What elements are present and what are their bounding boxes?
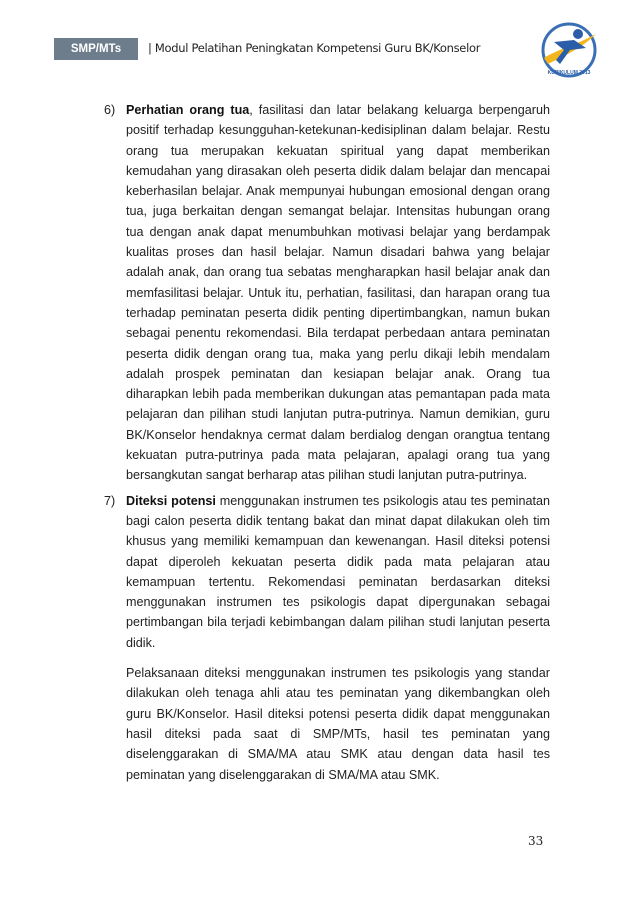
item-text: menggunakan instrumen tes psikologis atau tes peminatan bagi calon peserta didik tentang bakat dan minat dapat dilakukan oleh tim khusus yang memiliki kemampuan dan kewenangan. Hasil diteksi potensi dapat diperoleh kekuatan peserta didik pada mata pelajaran atau kemampuan tertentu. Rekomendasi peminatan berdasarkan diteksi menggunakan instrumen tes psikologis dapat dipergunakan sebagai pertimbangan bila terjadi kebimbangan dalam pilihan studi lanjutan peserta didik. <box>126 493 550 650</box>
header-badge: SMP/MTs <box>54 38 138 60</box>
kurikulum-logo <box>534 20 604 80</box>
list-item-7 <box>104 491 550 653</box>
item-heading: Perhatian orang tua <box>126 103 250 117</box>
item-text: , fasilitasi dan latar belakang keluarga berpengaruh positif terhadap kesungguhan-ketekunan-kedisiplinan dalam belajar. Restu orang tua merupakan kekuatan spiritual yang dapat memberikan kemudahan yang dirasakan oleh peserta didik dalam belajar dan mencapai keberhasilan belajar. Anak mempunyai hubungan emosional dengan orang tua, juga berkaitan dengan semangat belajar. Intensitas hubungan orang tua dengan anak dapat menumbuhkan motivasi belajar yang berdampak kualitas proses dan hasil belajar. Namun disadari bahwa yang belajar adalah anak, dan orang tua sebatas mengharapkan hasil belajar anak dan memfasilitasi belajar. Untuk itu, perhatian, fasilitasi, dan harapan orang tua terhadap peminatan peserta didik penting dipertimbangkan, namun bukan sebagai penentu rekomendasi. Bila terdapat perbedaan antara peminatan peserta didik dengan orang tua, maka yang perlu dikaji lebih mendalam adalah prospek peminatan dan kesiapan belajar anak. Orang tua diharapkan lebih pada memberikan dukungan atas pemantapan pada mata pelajaran dan pilihan studi lanjutan putra-putrinya. Namun demikian, guru BK/Konselor hendaknya cermat dalam berdialog dengan orangtua tentang kekuatan putra-putrinya pada mata pelajaran, apalagi orang tua yang bersangkutan sangat berharap atas pilihan studi lanjutan putra-putrinya. <box>126 103 551 483</box>
page-number: 33 <box>528 834 544 848</box>
header-title: | Modul Pelatihan Peningkatan Kompetensi Guru BK/Konselor <box>148 41 481 55</box>
item-number: 7) <box>104 493 116 508</box>
main-content <box>104 100 550 785</box>
logo-figure-head <box>573 29 583 39</box>
item-paragraph <box>126 491 550 653</box>
list-item-6 <box>104 100 550 486</box>
logo-text: KURIKULUM 2013 <box>547 70 591 76</box>
item-paragraph <box>126 100 550 486</box>
item-heading: Diteksi potensi <box>126 493 216 508</box>
item-number: 6) <box>104 103 116 117</box>
followup-paragraph: Pelaksanaan diteksi menggunakan instrumen tes psikologis yang standar dilakukan oleh tenaga ahli atau tes peminatan yang dikembangkan oleh guru BK/Konselor. Hasil diteksi potensi peserta didik dapat menggunakan hasil diteksi pada saat di SMP/MTs, hasil tes peminatan yang diselenggarakan di SMA/MA atau SMK atau dengan data hasil tes peminatan yang diselenggarakan di SMA/MA atau SMK. <box>126 666 550 782</box>
